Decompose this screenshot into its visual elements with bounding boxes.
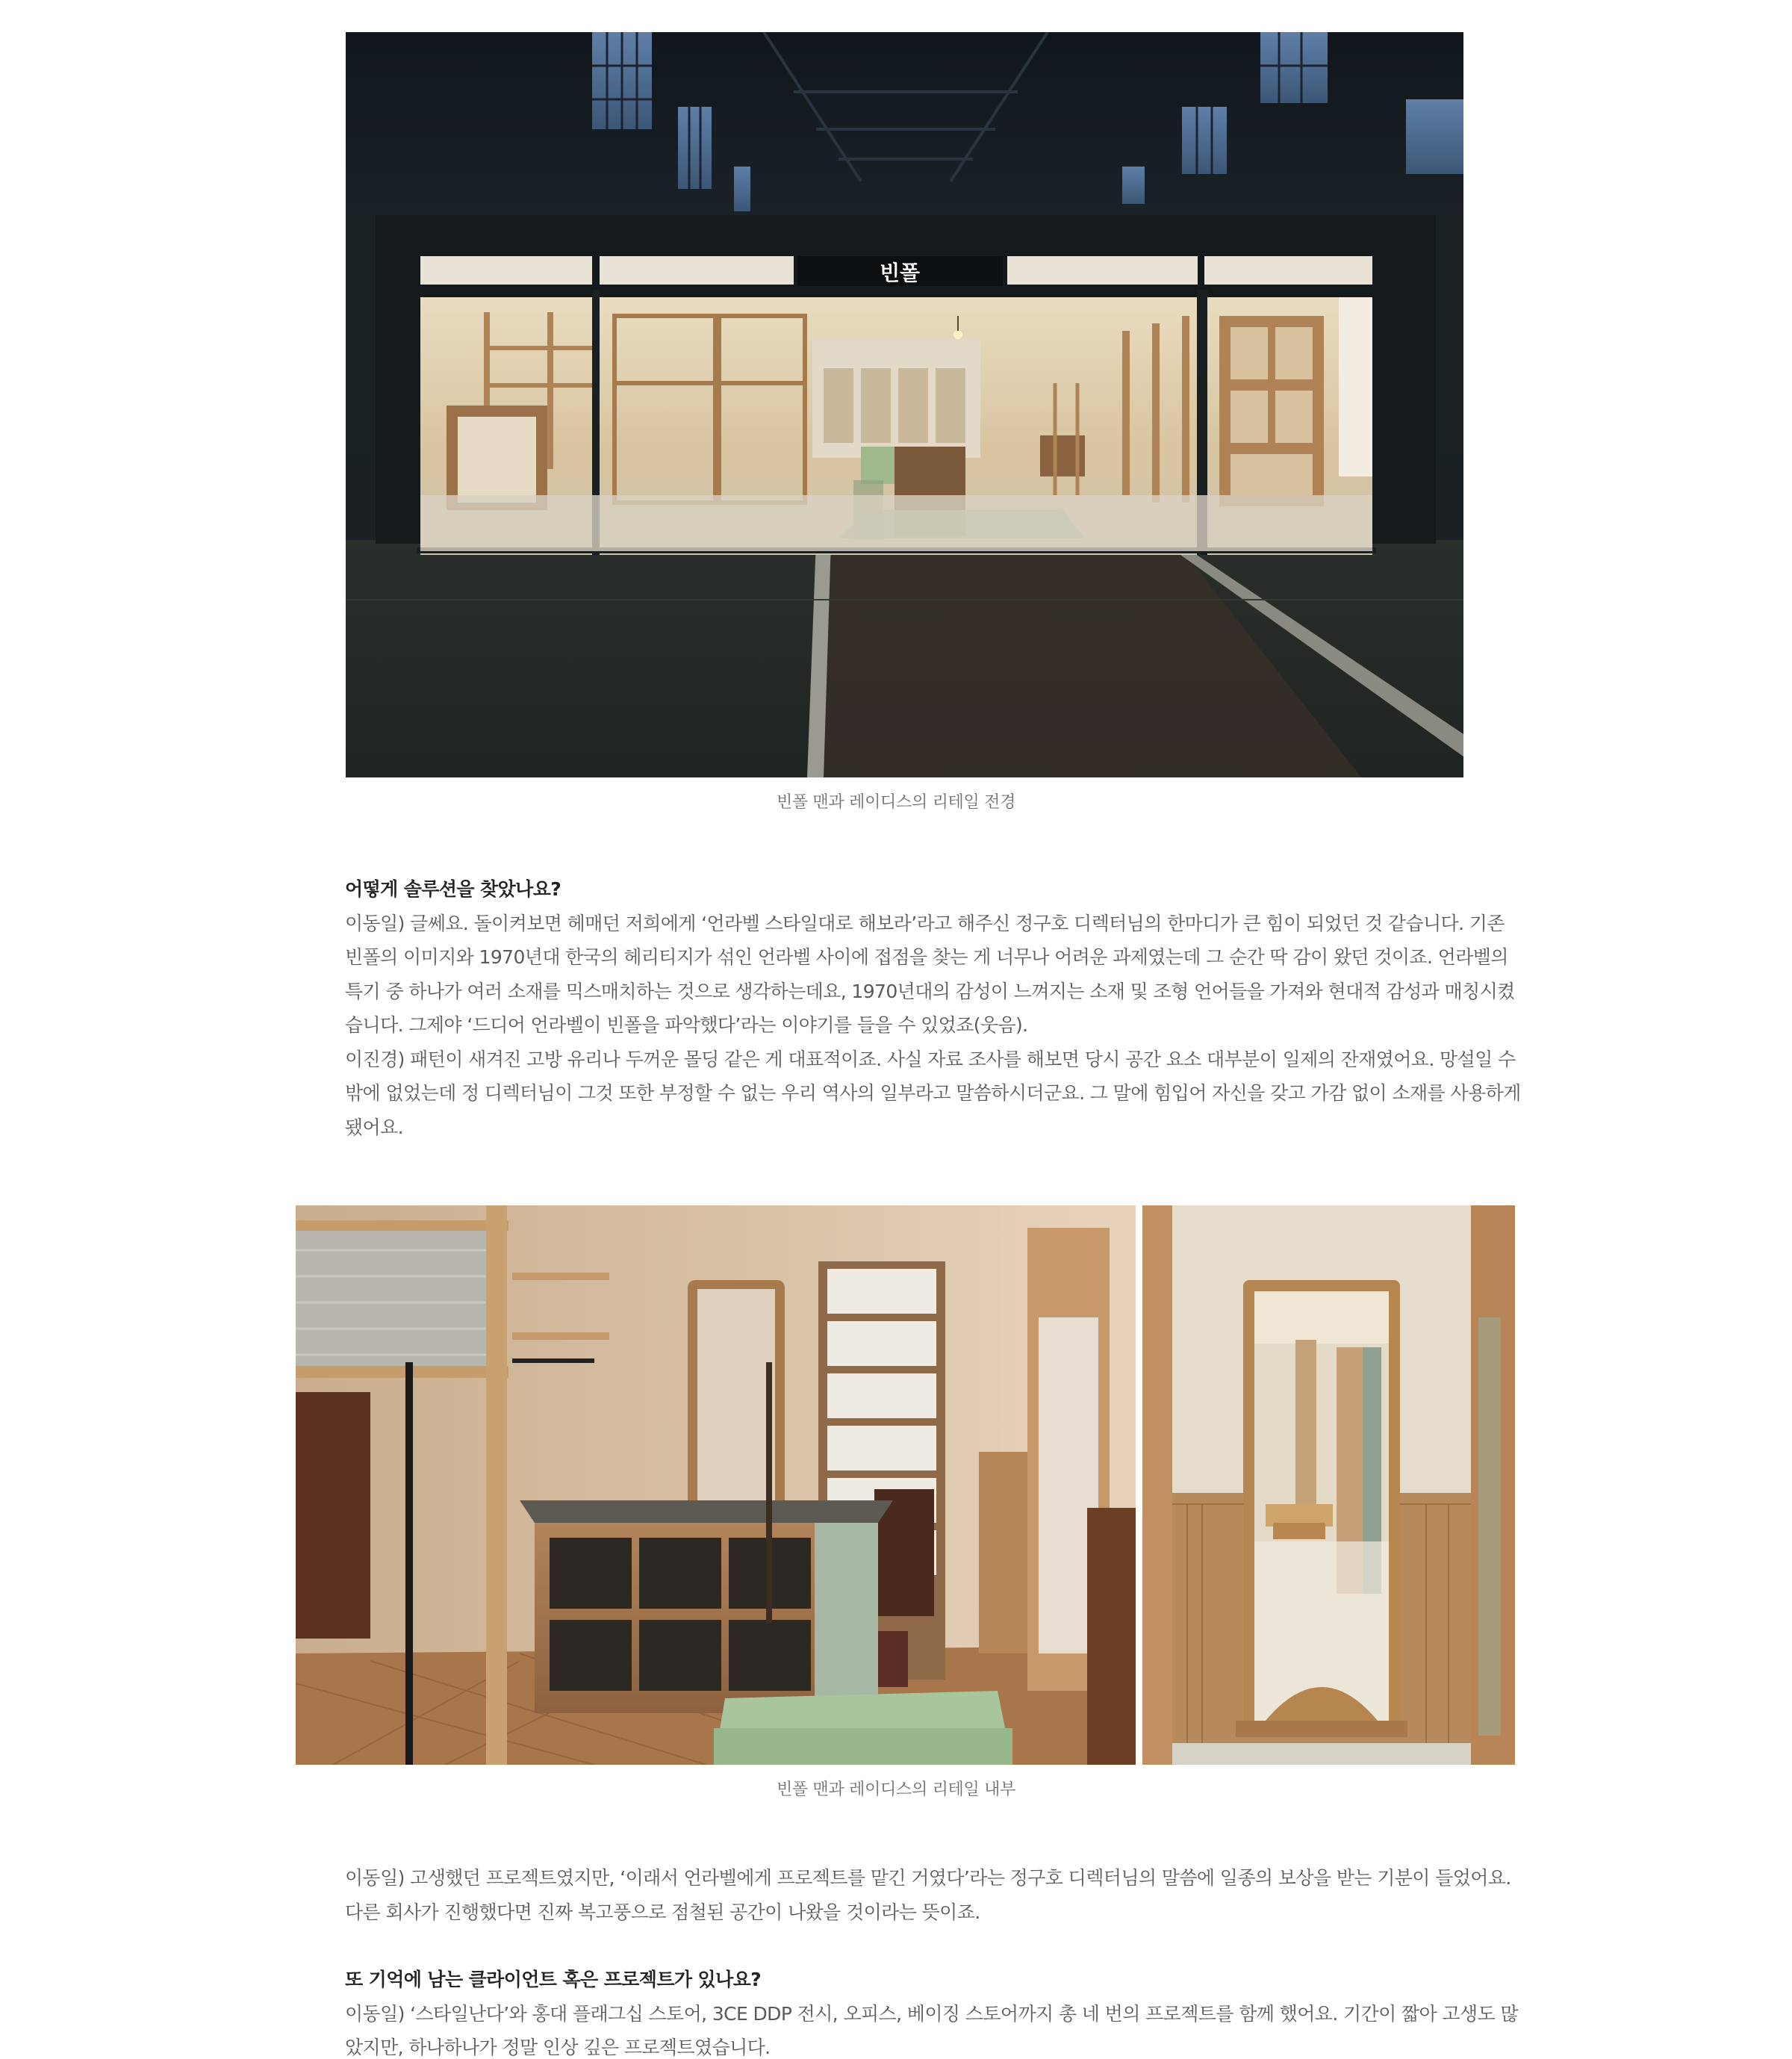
interview-section-clients <box>345 1861 1519 2059</box>
interior-photo-mirror <box>1142 1205 1515 1765</box>
figure-caption-exterior: 빈폴 맨과 레이디스의 리테일 전경 <box>776 793 1016 812</box>
answer-line: 이동일) 글쎄요. 돌이켜보면 헤매던 저희에게 ‘언라벨 스타일대로 해보라’라고 해주신 정구호 디렉터님의 한마디가 큰 힘이 되었던 것 같습니다. 기존 <box>345 912 1505 934</box>
answer-line: 습니다. 그제야 ‘드디어 언라벨이 빈폴을 파악했다’라는 이야기를 들을 수 있었죠(웃음). <box>345 1014 1028 1036</box>
figure-caption-interior: 빈폴 맨과 레이디스의 리테일 내부 <box>776 1780 1016 1799</box>
interview-question: 어떻게 솔루션을 찾았나요? <box>345 878 561 900</box>
store-sign-text: 빈폴 <box>879 261 921 285</box>
answer-line: 이동일) 고생했던 프로젝트였지만, ‘이래서 언라벨에게 프로젝트를 맡긴 거였다’라는 정구호 디렉터님의 말씀에 일종의 보상을 받는 기분이 들었어요. <box>345 1867 1511 1889</box>
interview-question: 또 기억에 남는 클라이언트 혹은 프로젝트가 있나요? <box>345 1969 762 1990</box>
storefront-photo <box>346 32 1463 777</box>
answer-line: 특기 중 하나가 여러 소재를 믹스매치하는 것으로 생각하는데요, 1970년대의 감성이 느껴지는 소재 및 조형 언어들을 가져와 현대적 감성과 매칭시켰 <box>345 980 1515 1002</box>
answer-line: 이진경) 패턴이 새겨진 고방 유리나 두꺼운 몰딩 같은 게 대표적이죠. 사실 자료 조사를 해보면 당시 공간 요소 대부분이 일제의 잔재였어요. 망설일 수 <box>345 1048 1516 1070</box>
answer-line: 밖에 없었는데 정 디렉터님이 그것 또한 부정할 수 없는 우리 역사의 일부라고 말씀하시더군요. 그 말에 힘입어 자신을 갖고 가감 없이 소재를 사용하게 <box>345 1082 1521 1104</box>
answer-line: 았지만, 하나하나가 정말 인상 깊은 프로젝트였습니다. <box>345 2037 771 2058</box>
answer-line: 이동일) ‘스타일난다’와 홍대 플래그십 스토어, 3CE DDP 전시, 오피스, 베이징 스토어까지 총 네 번의 프로젝트를 함께 했어요. 기간이 짧아 고생도 많 <box>345 2002 1519 2025</box>
interior-photo-counter <box>296 1205 1136 1765</box>
paragraph-spacer <box>345 1929 1465 1963</box>
answer-line: 빈폴의 이미지와 1970년대 한국의 헤리티지가 섞인 언라벨 사이에 접점을 찾는 게 너무나 어려운 과제였는데 그 순간 딱 감이 왔던 것이죠. 언라벨의 <box>345 946 1508 968</box>
answer-line: 다른 회사가 진행했다면 진짜 복고풍으로 점철된 공간이 나왔을 것이라는 뜻이죠. <box>345 1901 980 1923</box>
answer-line: 됐어요. <box>345 1116 403 1138</box>
interview-section-solution <box>345 872 1521 1144</box>
